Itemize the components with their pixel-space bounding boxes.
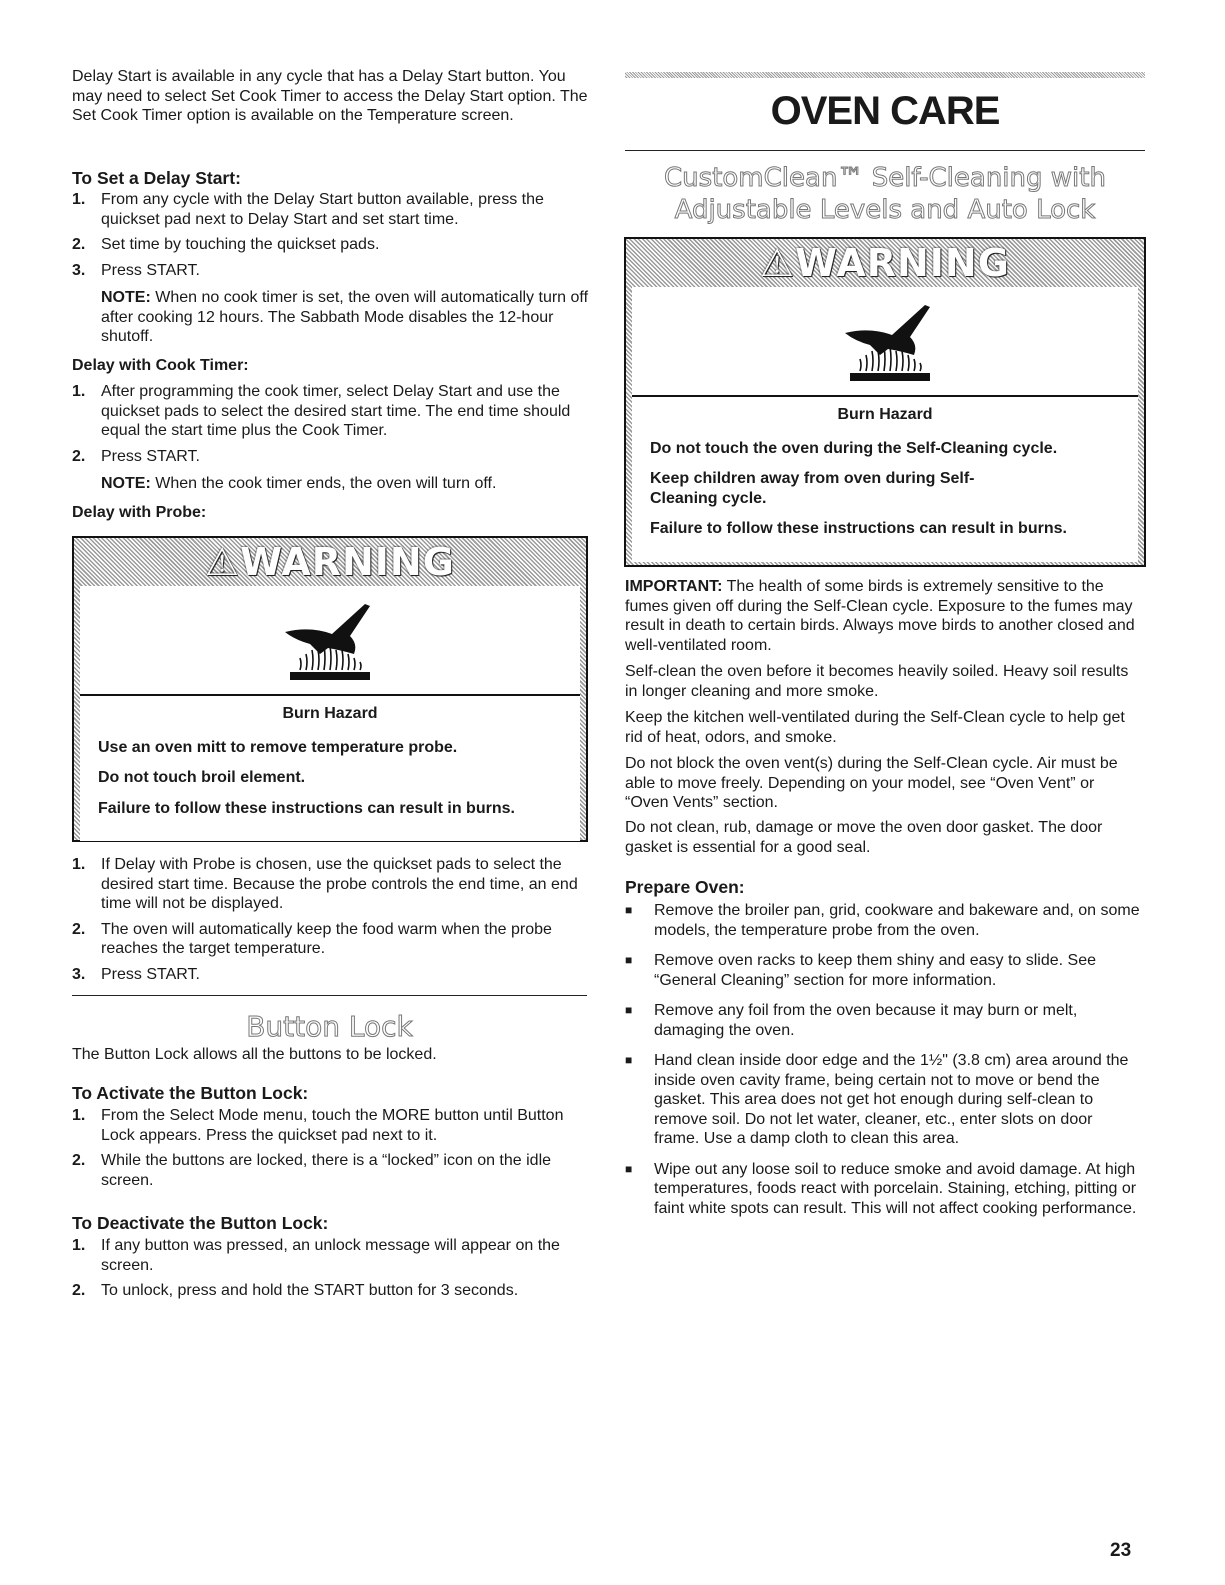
- list-item: ■ Hand clean inside door edge and the 1½" (3.8 cm) area around the inside oven cavity frame, being certain not to move or bend the gasket. This area does not get hot enough during self-clean to remove soil. Do not let water, cleaner, etc., enter slots on door frame. Use a damp cloth to clean this area.: [625, 1052, 1129, 1147]
- list-item: 2. To unlock, press and hold the START button for 3 seconds.: [72, 1282, 519, 1299]
- prepare-heading: Prepare Oven:: [625, 877, 745, 897]
- divider: [72, 995, 587, 996]
- list-item: 2. While the buttons are locked, there is a “locked” icon on the idle screen.: [72, 1152, 552, 1189]
- self-clean-warning-box: [624, 237, 1146, 567]
- subsection-title-line-2: Adjustable Levels and Auto Lock: [674, 195, 1096, 225]
- list-item: 2. Press START.: [72, 447, 200, 465]
- list-item: 2. The oven will automatically keep the food warm when the probe reaches the target temperature.: [72, 920, 552, 957]
- burn-hazard-icon: [80, 586, 580, 696]
- note-cook-timer-ends: NOTE: When the cook timer ends, the oven will turn off.: [101, 475, 497, 492]
- probe-warning-box: [72, 536, 588, 842]
- list-item: ■ Remove oven racks to keep them shiny and easy to slide. See “General Cleaning” section for more information.: [625, 952, 1097, 989]
- paragraph: Self-clean the oven before it becomes heavily soiled. Heavy soil results in longer cleaning and more smoke.: [625, 663, 1129, 700]
- paragraph: Do not block the oven vent(s) during the Self-Clean cycle. Air must be able to move freely. Depending on your model, see “Oven Vent” or “Oven Vents” section.: [625, 755, 1118, 811]
- list-item: 1. From the Select Mode menu, touch the MORE button until Button Lock appears. Press the quickset pad next to it.: [72, 1107, 564, 1144]
- list-item: 1. If any button was pressed, an unlock message will appear on the screen.: [72, 1237, 560, 1274]
- list-item: ■ Remove any foil from the oven because it may burn or melt, damaging the oven.: [625, 1002, 1078, 1039]
- warning-line: Use an oven mitt to remove temperature probe.: [98, 738, 458, 756]
- warning-line: Do not touch broil element.: [98, 769, 306, 786]
- warning-line: Do not touch the oven during the Self-Cleaning cycle.: [650, 439, 1058, 457]
- deactivate-steps: [72, 1236, 592, 1301]
- activate-steps: [72, 1106, 592, 1190]
- button-lock-intro: The Button Lock allows all the buttons to be locked.: [72, 1046, 437, 1063]
- activate-heading: To Activate the Button Lock:: [72, 1083, 309, 1103]
- warning-title: ⚠WARNING: [760, 241, 1010, 285]
- set-delay-heading: To Set a Delay Start:: [72, 168, 241, 188]
- list-item: 1. After programming the cook timer, select Delay Start and use the quickset pads to select the desired start time. The end time should equal the start time plus the Cook Timer.: [72, 383, 571, 439]
- paragraph: Do not clean, rub, damage or move the oven door gasket. The door gasket is essential for a good seal.: [625, 819, 1103, 856]
- cook-timer-heading: Delay with Cook Timer:: [72, 357, 249, 374]
- probe-heading: Delay with Probe:: [72, 504, 207, 521]
- warning-title: ⚠WARNING: [205, 540, 455, 584]
- list-item: ■ Wipe out any loose soil to reduce smoke and avoid damage. At high temperatures, foods react with porcelain. Staining, etching, pitting or faint white spots can result. This will not affect cooking performance.: [625, 1160, 1137, 1217]
- section-title: OVEN CARE: [770, 89, 1000, 133]
- subsection-title-line-1: CustomClean™ Self-Cleaning with: [664, 163, 1106, 193]
- delay-start-intro: Delay Start is available in any cycle that has a Delay Start button. You may need to select Set Cook Timer to access the Delay Start option. The Set Cook Timer option is available on the Temperature screen.: [72, 68, 588, 124]
- important-paragraph: IMPORTANT: The health of some birds is extremely sensitive to the fumes given off during the Self-Clean cycle. Exposure to the fumes may result in death to certain birds. Always move birds to another closed and well-ventilated room.: [625, 578, 1135, 654]
- list-item: 1. If Delay with Probe is chosen, use the quickset pads to select the desired start time. Because the probe controls the end time, an end time will not be displayed.: [72, 856, 578, 912]
- list-item: 2. Set time by touching the quickset pads.: [72, 236, 380, 253]
- hazard-label: Burn Hazard: [282, 705, 378, 722]
- probe-steps: [72, 855, 592, 984]
- divider: [625, 150, 1145, 151]
- warning-line: Failure to follow these instructions can result in burns.: [98, 799, 515, 817]
- decorative-band: [625, 72, 1145, 78]
- warning-line: Keep children away from oven during Self-Cleaning cycle.: [650, 470, 975, 507]
- list-item: 3. Press START.: [72, 261, 200, 279]
- list-item: 1. From any cycle with the Delay Start button available, press the quickset pad next to Delay Start and set start time.: [72, 191, 544, 228]
- page-number: 23: [1110, 1540, 1132, 1561]
- set-delay-steps: [72, 190, 592, 347]
- deactivate-heading: To Deactivate the Button Lock:: [72, 1213, 329, 1233]
- hazard-label: Burn Hazard: [837, 406, 933, 423]
- button-lock-title: Button Lock: [246, 1010, 413, 1043]
- list-item: 3. Press START.: [72, 965, 200, 983]
- burn-hazard-icon: [632, 287, 1138, 397]
- cook-timer-steps: [72, 382, 592, 494]
- paragraph: Keep the kitchen well-ventilated during the Self-Clean cycle to help get rid of heat, odors, and smoke.: [625, 709, 1125, 746]
- warning-line: Failure to follow these instructions can result in burns.: [650, 520, 1067, 537]
- prepare-bullets: [625, 901, 1140, 1218]
- note-no-cook-timer: NOTE: When no cook timer is set, the oven will automatically turn off after cooking 12 hours. The Sabbath Mode disables the 12-hour shutoff.: [101, 289, 589, 345]
- list-item: ■ Remove the broiler pan, grid, cookware and bakeware and, on some models, the temperature probe from the oven.: [625, 902, 1140, 939]
